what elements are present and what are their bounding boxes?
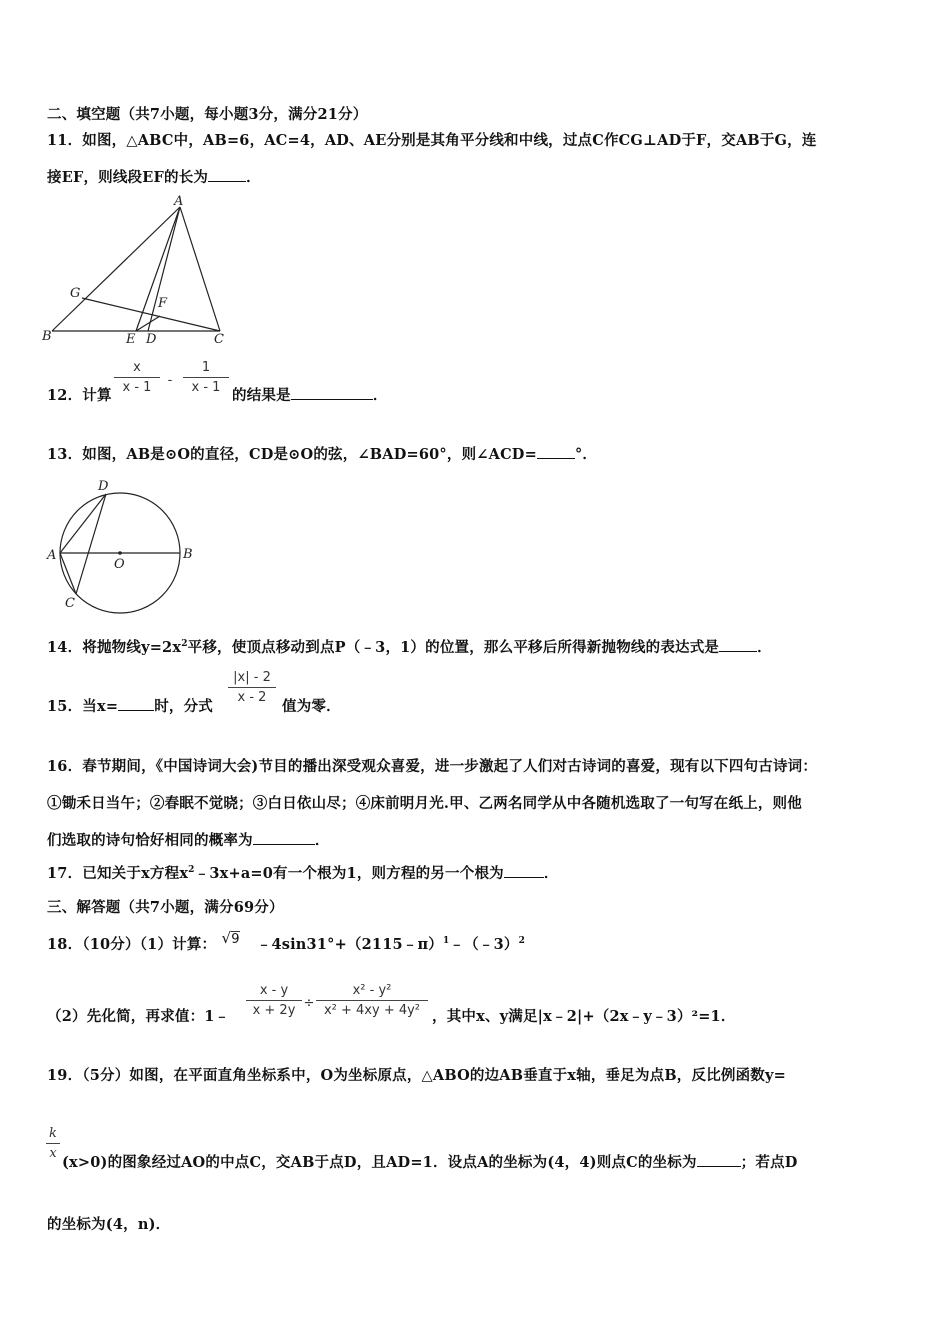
q16-line3 bbox=[47, 829, 330, 850]
sqrt-9: √9 bbox=[221, 929, 240, 947]
edge-AC bbox=[180, 207, 220, 331]
triangle-figure bbox=[40, 193, 240, 348]
q18-part2-post: ，其中x、y满足|x﹣2|+（2x﹣y﹣3）²=1． bbox=[432, 1008, 736, 1025]
q16-text: 们选取的诗句恰好相同的概率为 bbox=[47, 832, 253, 849]
q17-end: ． bbox=[543, 865, 559, 882]
q18-part2-pre: （2）先化简，再求值：1﹣ bbox=[47, 1008, 230, 1025]
q13-line bbox=[47, 443, 597, 464]
segment-GC bbox=[82, 298, 220, 331]
q12-suffix bbox=[232, 384, 388, 405]
label-B: B bbox=[42, 329, 52, 344]
q19-line2 bbox=[62, 1151, 798, 1172]
q14-sup: 2 bbox=[181, 639, 188, 650]
label-D: D bbox=[98, 479, 109, 494]
q18-fraction-2 bbox=[316, 983, 428, 1018]
q12-suffix-text: 的结果是 bbox=[232, 387, 291, 404]
edge-AB bbox=[52, 207, 180, 331]
label-A: A bbox=[47, 548, 57, 563]
q13-text: 13．如图，AB是⊙O的直径，CD是⊙O的弦，∠BAD=60°，则∠ACD= bbox=[47, 446, 537, 463]
q13-end: °． bbox=[574, 446, 598, 463]
section-3-heading: 三、解答题（共7小题，满分69分） bbox=[47, 899, 284, 916]
q12-fraction-1 bbox=[114, 360, 160, 395]
label-A: A bbox=[174, 194, 184, 209]
q18-part1-post: ﹣4sin31°+（2115﹣π） bbox=[256, 936, 443, 953]
fraction-denominator: x² + 4xy + 4y² bbox=[323, 1003, 421, 1018]
chord-AC bbox=[60, 553, 76, 594]
q11-line1: 11．如图，△ABC中，AB=6，AC=4，AD、AE分别是其角平分线和中线，过点C作CG⊥AD于F，交AB于G，连 bbox=[47, 132, 817, 149]
answer-blank bbox=[253, 844, 315, 845]
q19-line1: 19．（5分）如图，在平面直角坐标系中，O为坐标原点，△ABO的边AB垂直于x轴，垂足为点B，反比例函数y= bbox=[47, 1067, 786, 1084]
fraction-numerator: x bbox=[133, 360, 141, 375]
center-point bbox=[118, 551, 122, 555]
q14-pre: 14．将抛物线y=2x bbox=[47, 639, 182, 656]
q16-line1: 16．春节期间，《中国诗词大会)节目的播出深受观众喜爱，进一步激起了人们对古诗词的喜爱，现有以下四句古诗词： bbox=[47, 758, 818, 775]
q11-end: ． bbox=[246, 169, 261, 186]
q15-fraction bbox=[228, 670, 276, 705]
q18-part1-pre: 18．（10分）（1）计算： bbox=[47, 936, 217, 953]
q16-line2: ①锄禾日当午；②春眠不觉晓；③白日依山尽；④床前明月光.甲、乙两名同学从中各随机选取了一句写在纸上，则他 bbox=[47, 795, 802, 812]
answer-blank bbox=[697, 1166, 741, 1167]
q17-pre: 17．已知关于x方程x bbox=[47, 865, 189, 882]
q18-part1 bbox=[47, 929, 526, 954]
q12-fraction-2 bbox=[183, 360, 229, 395]
fraction-denominator: x bbox=[49, 1146, 57, 1161]
answer-blank bbox=[291, 399, 373, 400]
answer-blank bbox=[719, 651, 757, 652]
section-2-heading: 二、填空题（共7小题，每小题3分，满分21分） bbox=[47, 106, 368, 123]
fraction-numerator: |x| - 2 bbox=[233, 670, 271, 685]
q12-prefix: 12．计算 bbox=[47, 387, 112, 404]
answer-blank bbox=[504, 877, 544, 878]
circle-figure bbox=[40, 476, 200, 618]
label-G: G bbox=[70, 286, 81, 301]
q15-suffix: 值为零． bbox=[282, 698, 341, 715]
q19-line2-end: ；若点D bbox=[740, 1154, 798, 1171]
fraction-numerator: 1 bbox=[201, 360, 211, 375]
q19-line2-text: (x>0)的图象经过AO的中点C，交AB于点D，且AD=1．设点A的坐标为(4，4)则点C的坐标为 bbox=[62, 1154, 697, 1171]
q16-end: ． bbox=[314, 832, 330, 849]
label-B: B bbox=[183, 547, 193, 562]
fraction-numerator: x - y bbox=[259, 983, 289, 998]
answer-blank bbox=[537, 458, 575, 459]
q17-sup: 2 bbox=[188, 865, 195, 876]
q15-mid: 时，分式 bbox=[154, 698, 213, 715]
answer-blank bbox=[208, 181, 246, 182]
fraction-denominator: x - 2 bbox=[237, 690, 267, 705]
q14-line bbox=[47, 636, 772, 657]
q15-line-a bbox=[47, 695, 213, 716]
sqrt-radicand: 9 bbox=[231, 932, 240, 947]
fraction-numerator: x² - y² bbox=[352, 983, 392, 998]
fraction-denominator: x - 1 bbox=[191, 380, 221, 395]
answer-blank bbox=[118, 710, 154, 711]
label-D: D bbox=[146, 332, 157, 347]
label-E: E bbox=[126, 332, 136, 347]
q15-prefix: 15．当x= bbox=[47, 698, 119, 715]
label-C: C bbox=[214, 332, 224, 347]
q19-fraction-k-over-x bbox=[46, 1126, 60, 1161]
label-F: F bbox=[158, 296, 168, 311]
q12-end: ． bbox=[372, 387, 388, 404]
q17-post: ﹣3x+a=0有一个根为1，则方程的另一个根为 bbox=[194, 865, 504, 882]
fraction-denominator: x + 2y bbox=[252, 1003, 296, 1018]
q18-sup1: 1 bbox=[443, 936, 450, 947]
q18-fraction-1 bbox=[246, 983, 302, 1018]
chord-AD bbox=[60, 494, 106, 553]
chord-CD bbox=[76, 494, 106, 594]
q18-mid: ﹣（﹣3） bbox=[449, 936, 519, 953]
fraction-numerator: k bbox=[49, 1126, 57, 1141]
label-C: C bbox=[65, 596, 75, 611]
q14-post: 平移，使顶点移动到点P（﹣3，1）的位置，那么平移后所得新抛物线的表达式是 bbox=[187, 639, 720, 656]
q17-line bbox=[47, 862, 559, 883]
q12-minus: - bbox=[167, 373, 173, 388]
segment-AD bbox=[148, 207, 180, 331]
q11-text: 接EF，则线段EF的长为 bbox=[47, 169, 209, 186]
fraction-denominator: x - 1 bbox=[122, 380, 152, 395]
q19-line3: 的坐标为(4，n)． bbox=[47, 1216, 171, 1233]
q11-line2 bbox=[47, 166, 261, 187]
label-O: O bbox=[114, 557, 125, 572]
q18-sup2: 2 bbox=[518, 936, 526, 947]
q18-divide: ÷ bbox=[303, 996, 315, 1011]
q14-end: ． bbox=[757, 639, 772, 656]
